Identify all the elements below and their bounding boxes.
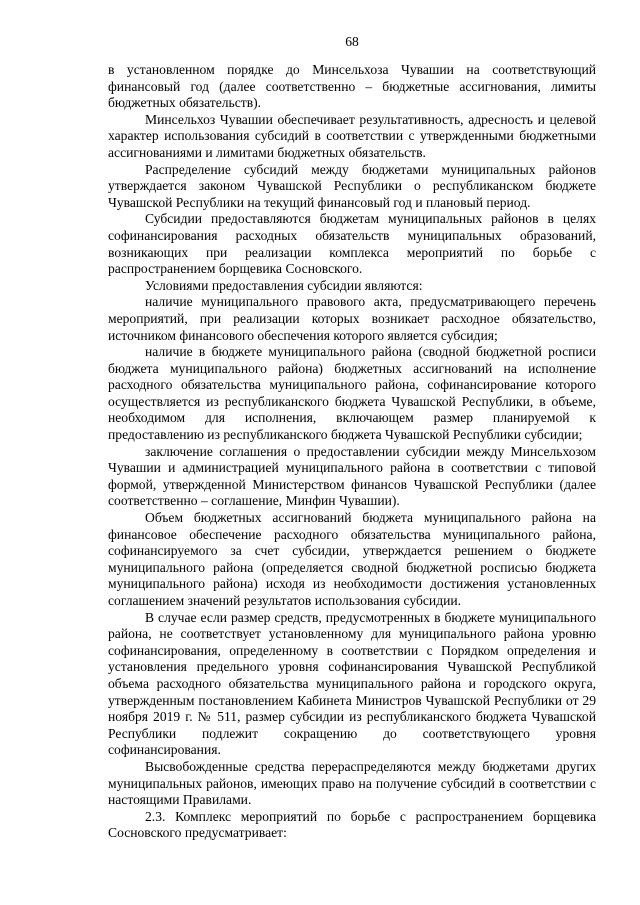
page-number: 68 <box>345 34 359 49</box>
paragraph-9: Объем бюджетных ассигнований бюджета муниципального района на финансовое обеспечение расходного обязательства муниципального района, софинансируемого за счет субсидии, утверждается решением о бюджете муниципального района (определяется сводной бюджетной росписью бюджета муниципального района) исходя из необходимости достижения установленных соглашением значений результатов использования субсидии. <box>108 510 596 608</box>
paragraph-11: Высвобожденные средства перераспределяются между бюджетами других муниципальных районов, имеющих право на получение субсидий в соответствии с настоящими Правилами. <box>108 758 596 808</box>
paragraph-1: в установленном порядке до Минсельхоза Чувашии на соответствующий финансовый год (далее соответственно – бюджетные ассигнования, лимиты бюджетных обязательств). <box>108 62 596 111</box>
paragraph-7: наличие в бюджете муниципального района (сводной бюджетной росписи бюджета муниципального района) бюджетных ассигнований на исполнение расходного обязательства муниципального района, софинансирование которого осуществляется из республиканского бюджета Чувашской Республики, в объеме, необходимом для исполнения, включающем размер планируемой к предоставлению из республиканского бюджета Чувашской Республики субсидии; <box>108 344 596 443</box>
paragraph-2: Минсельхоз Чувашии обеспечивает результативность, адресность и целевой характер использования субсидий в соответствии с утвержденными бюджетными ассигнованиями и лимитами бюджетных обязательств. <box>108 111 596 160</box>
paragraph-12: 2.3. Комплекс мероприятий по борьбе с распространением борщевика Сосновского предусматривает: <box>108 808 596 841</box>
paragraph-8: заключение соглашения о предоставлении субсидии между Минсельхозом Чувашии и администрацией муниципального района в соответствии с типовой формой, утвержденной Министерством финансов Чувашской Республики (далее соответственно – соглашение, Минфин Чувашии). <box>108 443 596 509</box>
paragraph-5: Условиями предоставления субсидии являются: <box>145 277 423 293</box>
paragraph-6: наличие муниципального правового акта, предусматривающего перечень мероприятий, при реализации которых возникает расходное обязательство, источником финансового обеспечения которого является субсидия; <box>108 294 596 343</box>
paragraph-3: Распределение субсидий между бюджетами муниципальных районов утверждается законом Чувашской Республики о республиканском бюджете Чувашской Республики на текущий финансовый год и плановый период. <box>108 161 596 210</box>
paragraph-10: В случае если размер средств, предусмотренных в бюджете муниципального района, не соответствует установленному для муниципального района уровню софинансирования, определенному в соответствии с Порядком определения и установления предельного уровня софинансирования Чувашской Республикой объема расходного обязательства муниципального района и городского округа, утвержденным постановлением Кабинета Министров Чувашской Республики от 29 ноября 2019 г. № 511, размер субсидии из республиканского бюджета Чувашской Республики подлежит сокращению до соответствующего уровня софинансирования. <box>108 609 596 758</box>
paragraph-4: Субсидии предоставляются бюджетам муниципальных районов в целях софинансирования расходных обязательств муниципальных образований, возникающих при реализации комплекса мероприятий по борьбе с распространением борщевика Сосновского. <box>108 211 596 277</box>
